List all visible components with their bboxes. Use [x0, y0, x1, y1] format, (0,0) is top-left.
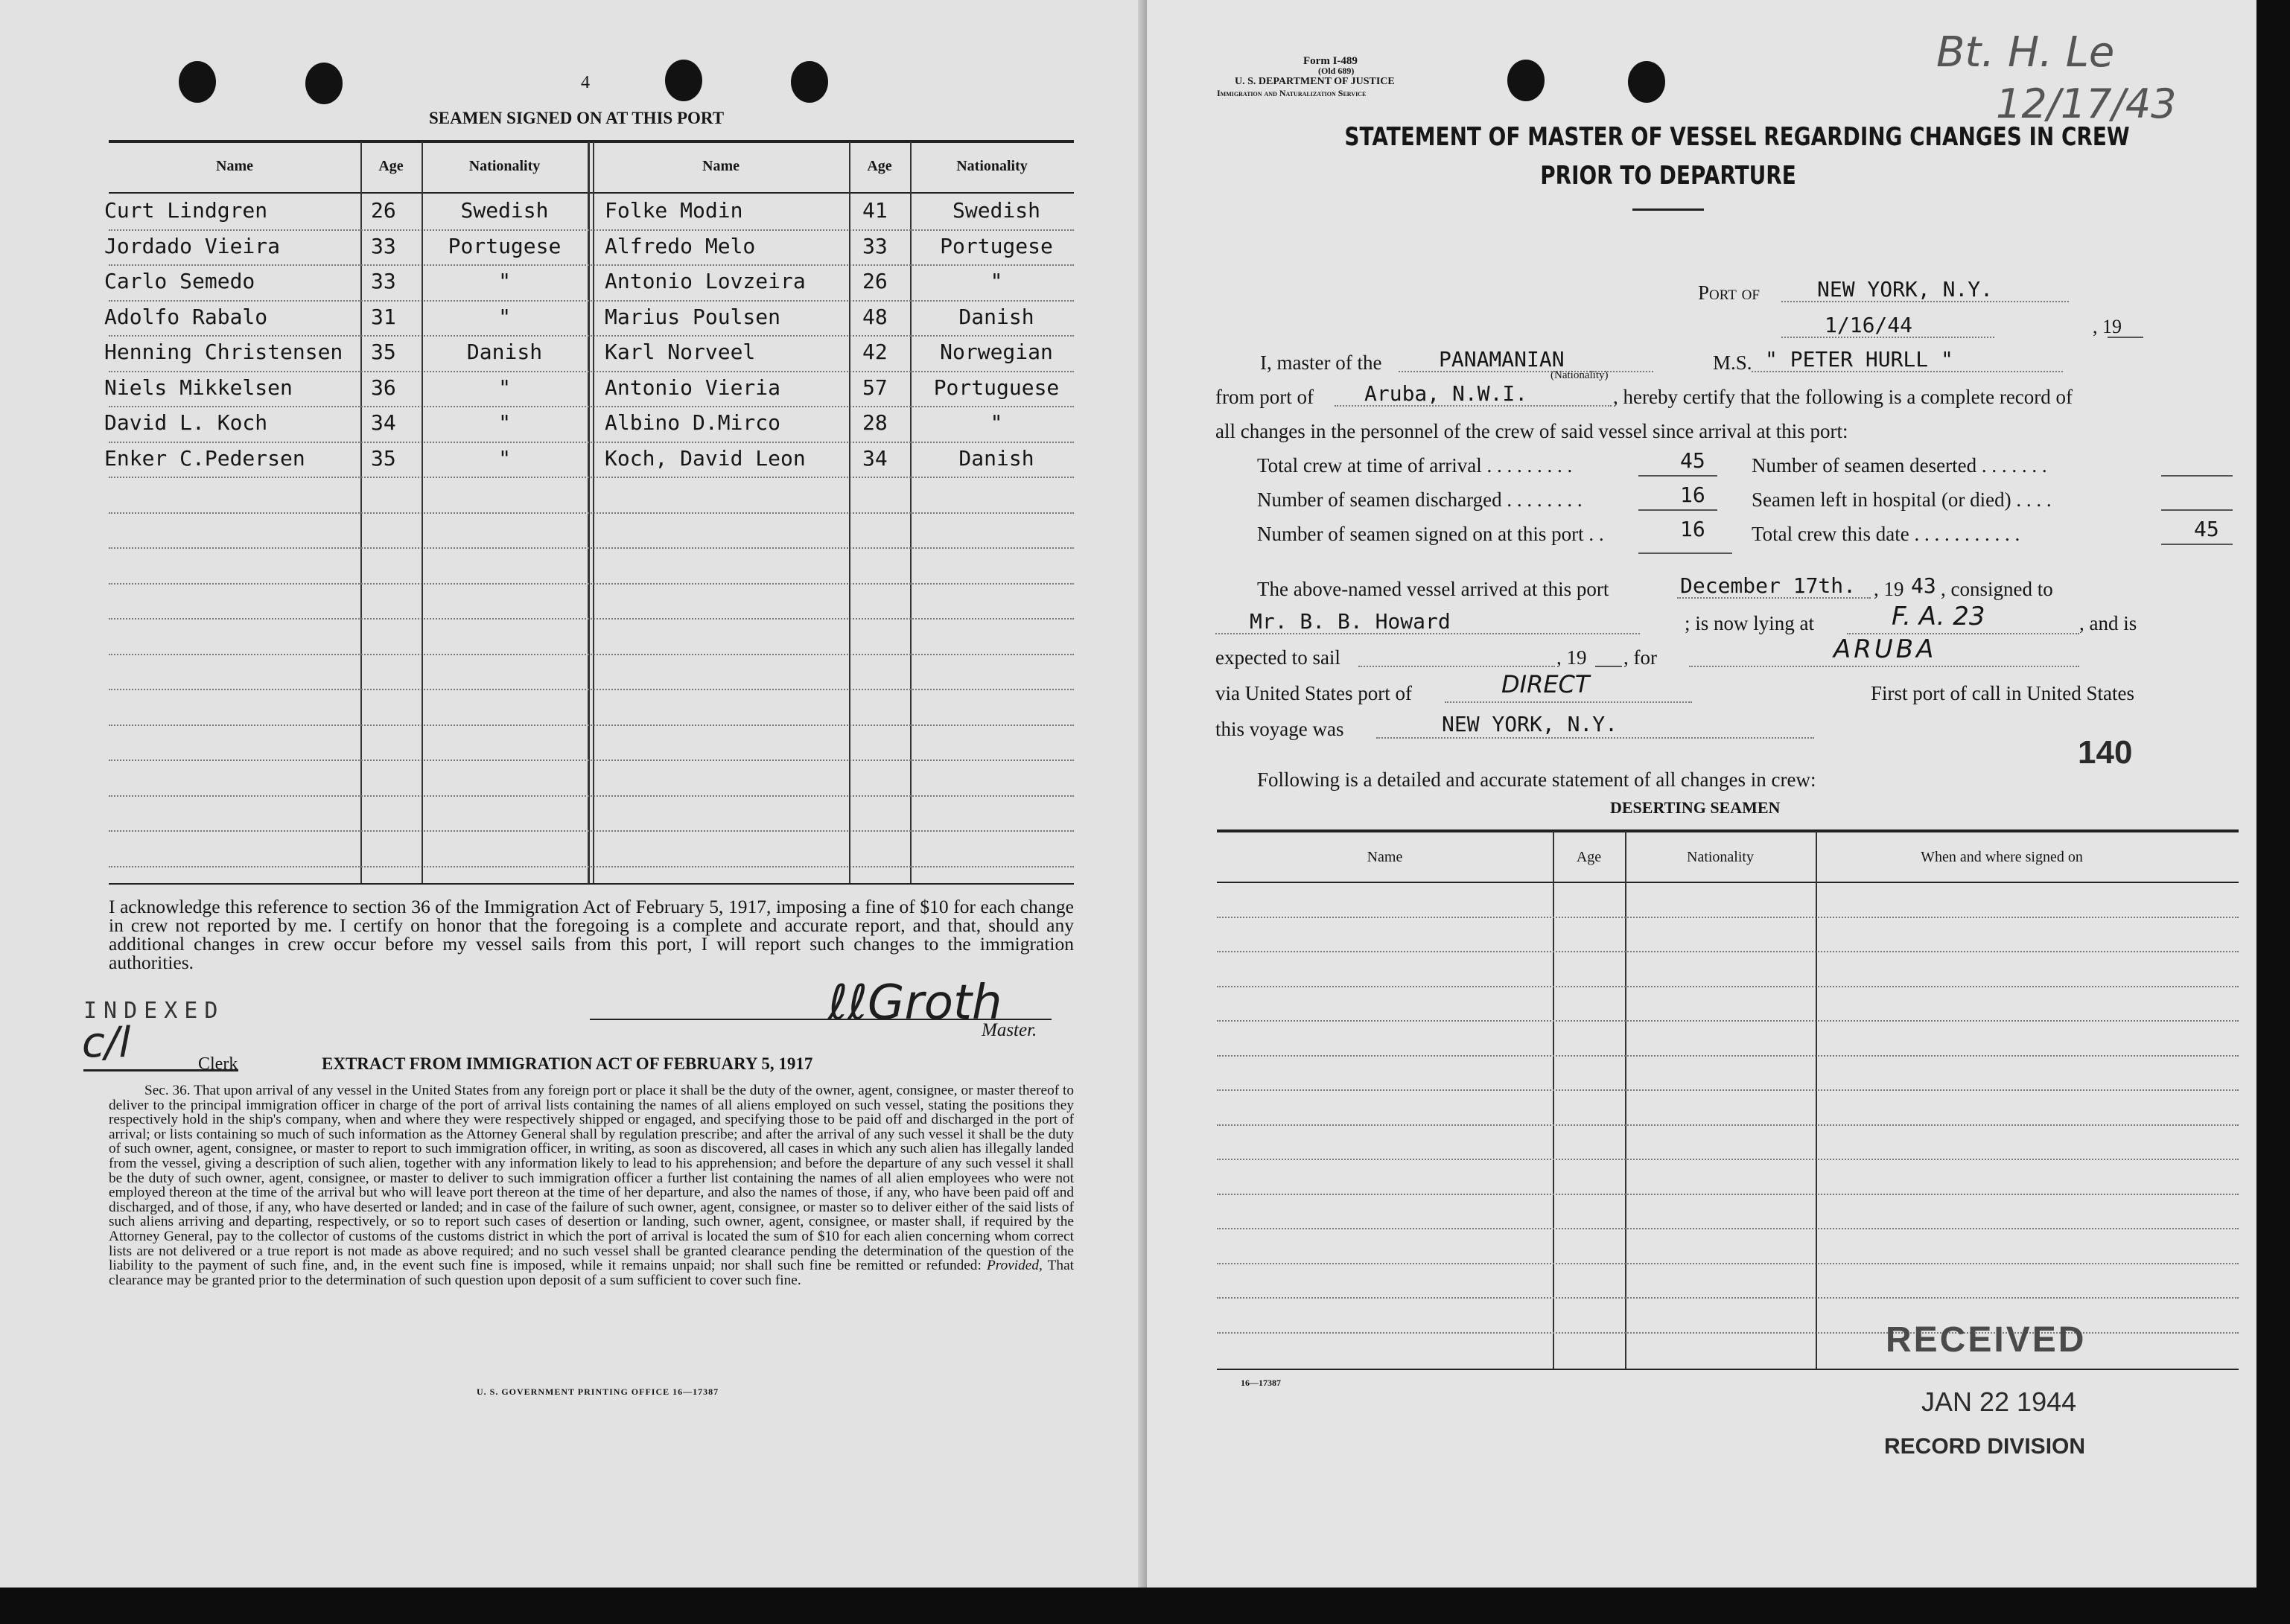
crew-nationality: ": [498, 445, 511, 471]
arrived-value: December 17th.: [1680, 573, 1857, 598]
arrived-year: 43: [1911, 573, 1936, 598]
table-rule: [109, 583, 1074, 585]
column-header-age: Age: [867, 158, 892, 174]
crew-name: Jordado Vieira: [104, 233, 281, 258]
lying-label: ; is now lying at: [1685, 612, 1814, 634]
crew-age: 31: [371, 304, 396, 329]
table-rule: [109, 477, 1074, 478]
form-title: STATEMENT OF MASTER OF VESSEL REGARDING CHANGES IN CREW: [1344, 122, 2130, 152]
crew-age: 36: [371, 375, 396, 400]
received-stamp: RECEIVED: [1886, 1320, 2087, 1360]
table-rule: [109, 300, 1074, 302]
crew-nationality: Portugese: [448, 233, 562, 258]
crew-age: 41: [862, 198, 888, 223]
crew-name: Antonio Lovzeira: [605, 269, 806, 293]
vessel-type: M.S.: [1713, 351, 1752, 374]
arrived-label: The above-named vessel arrived at this port: [1257, 578, 1609, 600]
voyage-value: NEW YORK, N.Y.: [1442, 712, 1618, 736]
table-rule: [1217, 986, 2239, 987]
crew-age: 34: [862, 445, 888, 471]
crew-nationality: Danish: [958, 304, 1034, 329]
crew-name: Albino D.Mirco: [605, 410, 781, 435]
table-rule: [109, 866, 1074, 867]
table-rule: [1217, 1297, 2239, 1299]
table-rule: [1217, 1055, 2239, 1057]
crew-nationality: ": [498, 269, 511, 293]
nationality-caption: (Nationality): [1550, 369, 1609, 381]
printer-line: U. S. GOVERNMENT PRINTING OFFICE 16—17387: [477, 1386, 719, 1397]
crew-name: Marius Poulsen: [605, 304, 781, 329]
table-rule: [109, 725, 1074, 726]
crew-name: Adolfo Rabalo: [104, 304, 268, 329]
total-crew-date-value: 45: [2194, 517, 2219, 541]
crew-name: Folke Modin: [605, 198, 743, 223]
table-rule: [1217, 1124, 2239, 1126]
crew-nationality: Portuguese: [933, 375, 1060, 400]
certify-text: , hereby certify that the following is a complete record of: [1613, 386, 2073, 408]
destination-value: ARUBA: [1833, 634, 1937, 664]
total-crew-arrival-label: Total crew at time of arrival . . . . . . . . .: [1257, 454, 1573, 477]
crew-age: 48: [862, 304, 888, 329]
crew-age: 42: [862, 340, 888, 364]
arrived-year-prefix: , 19: [1874, 578, 1904, 600]
crew-nationality: ": [498, 375, 511, 400]
punch-hole: [791, 61, 828, 103]
right-page: [1147, 0, 2256, 1588]
hospital-label: Seamen left in hospital (or died) . . . .: [1752, 488, 2052, 511]
crew-name: Carlo Semedo: [104, 269, 255, 293]
total-crew-arrival-value: 45: [1680, 448, 1705, 473]
via-label: via United States port of: [1215, 682, 1412, 704]
consigned-label: , consigned to: [1941, 578, 2053, 600]
crew-age: 57: [862, 375, 888, 400]
crew-nationality: Danish: [466, 340, 543, 364]
voyage-label: this voyage was: [1215, 718, 1344, 740]
crew-name: Enker C.Pedersen: [104, 445, 305, 471]
column-header-nationality: Nationality: [468, 158, 541, 174]
date-suffix: , 19: [2093, 316, 2122, 337]
table-rule: [1217, 917, 2239, 918]
discharged-value: 16: [1680, 483, 1705, 507]
crew-nationality: Danish: [958, 445, 1034, 471]
crew-nationality: ": [990, 269, 1003, 293]
punch-hole: [665, 60, 702, 101]
column-header-nationality: Nationality: [956, 158, 1028, 174]
lying-value: F. A. 23: [1892, 602, 1985, 631]
column-header-name: Name: [702, 158, 740, 174]
total-crew-date-label: Total crew this date . . . . . . . . . . .: [1752, 523, 2020, 545]
following-text: Following is a detailed and accurate statement of all changes in crew:: [1257, 768, 1816, 791]
column-header-age: Age: [378, 158, 404, 174]
table-rule: [109, 760, 1074, 761]
table-rule: [1217, 1194, 2239, 1195]
signed-on-value: 16: [1680, 517, 1705, 541]
form-old-number: (Old 689): [1318, 66, 1355, 76]
section-36-text: Sec. 36. That upon arrival of any vessel in the United States from any foreign port or place it shall be the duty of the owner, agent, consignee, or master thereof to deliver to the principal immigration officer in charge of the port of arrival lists containing the names of all aliens employed on such vessel, stating the positions they respectively hold in the ship's company, when and where they were respectively shipped or engaged, and specifying those to be paid off and discharged in the port of arrival; or lists containing so much of such information as the Attorney General shall by regulation prescribe; and after the arrival of any such vessel it shall be the duty of such owner, agent, consignee, or master to report to such immigration officer, in writing, as soon as discovered, all cases in which any such alien has illegally landed from the vessel, giving a description of such alien, together with any information likely to lead to his apprehension; and before the departure of any such vessel it shall be the duty of such owner, agent, consignee, or master to deliver to such immigration officer a further list containing the names of all alien employees who were not employed thereon at the time of the arrival but who will leave port thereon at the time of her departure, and also the names of those, if any, who have been paid off and discharged, and of those, if any, who have deserted or landed; and in case of the failure of such owner, agent, consignee, or master so to deliver either of the said lists of such aliens arriving and departing, respectively, or so to report such cases of desertion or landing, such owner, agent, consignee, or master shall, if required by the Attorney General, pay to the collector of customs of the customs district in which the port of arrival is located the sum of $10 for each alien concerning whom correct lists are not delivered or a true report is not made as above required; and no such vessel shall be granted clearance pending the determination of the question of the liability to the payment of such fine, and, in the event such fine is imposed, while it remains unpaid; nor shall such fine be remitted or refunded: Provided, That clearance may be granted prior to the determination of such question upon deposit of a sum sufficient to cover such fine.: [109, 1083, 1074, 1288]
table-rule: [109, 335, 1074, 337]
crew-nationality: ": [990, 410, 1003, 435]
crew-age: 33: [371, 269, 396, 293]
form-subtitle: PRIOR TO DEPARTURE: [1540, 161, 1796, 191]
crew-age: 35: [371, 445, 396, 471]
crew-age: 26: [862, 269, 888, 293]
consignee-value: Mr. B. B. Howard: [1250, 609, 1451, 634]
table-rule: [109, 547, 1074, 549]
expected-year: , 19: [1556, 646, 1587, 669]
table-rule: [109, 795, 1074, 797]
crew-nationality: Swedish: [952, 198, 1040, 223]
table-rule: [109, 264, 1074, 266]
port-value: NEW YORK, N.Y.: [1817, 277, 1994, 302]
nationality-value: PANAMANIAN: [1439, 347, 1565, 372]
first-port-label: First port of call in United States: [1871, 682, 2134, 704]
crew-age: 33: [862, 233, 888, 258]
crew-name: David L. Koch: [104, 410, 268, 435]
left-page: [0, 0, 1147, 1588]
date-value: 1/16/44: [1825, 313, 1913, 337]
column-header-name: Name: [216, 158, 253, 174]
expected-label: expected to sail: [1215, 646, 1340, 669]
crew-name: Curt Lindgren: [104, 198, 268, 223]
table-rule: [109, 512, 1074, 514]
crew-name: Niels Mikkelsen: [104, 375, 293, 400]
deserted-label: Number of seamen deserted . . . . . . .: [1752, 454, 2047, 477]
for-label: , for: [1623, 646, 1657, 669]
certify-text-continued: all changes in the personnel of the crew of said vessel since arrival at this port:: [1215, 420, 1848, 442]
crew-nationality: Swedish: [460, 198, 549, 223]
crew-nationality: Portugese: [940, 233, 1053, 258]
corner-note: Bt. H. Le: [1936, 28, 2115, 77]
crew-name: Koch, David Leon: [605, 445, 806, 471]
signed-on-title: SEAMEN SIGNED ON AT THIS PORT: [429, 109, 725, 127]
and-is-label: , and is: [2079, 612, 2137, 634]
page-number: 4: [581, 73, 590, 92]
table-rule: [1217, 1020, 2239, 1022]
stamp-number: 140: [2078, 734, 2133, 771]
crew-age: 34: [371, 410, 396, 435]
crew-nationality: Norwegian: [940, 340, 1053, 364]
table-rule: [1217, 1159, 2239, 1160]
extract-title: EXTRACT FROM IMMIGRATION ACT OF FEBRUARY 5, 1917: [322, 1054, 813, 1073]
table-rule: [1217, 1089, 2239, 1091]
crew-age: 33: [371, 233, 396, 258]
printer-code: 16—17387: [1241, 1378, 1281, 1388]
table-rule: [109, 229, 1074, 231]
punch-hole: [305, 63, 343, 104]
crew-name: Antonio Vieria: [605, 375, 781, 400]
punch-hole: [1628, 61, 1665, 103]
crew-name: Alfredo Melo: [605, 233, 756, 258]
signed-on-label: Number of seamen signed on at this port . .: [1257, 523, 1604, 545]
desert-header-nationality: Nationality: [1687, 849, 1754, 865]
indexed-stamp: INDEXED: [83, 998, 225, 1024]
table-rule: [109, 618, 1074, 620]
crew-age: 26: [371, 198, 396, 223]
table-rule: [109, 442, 1074, 443]
discharged-label: Number of seamen discharged . . . . . . . .: [1257, 488, 1583, 511]
crew-nationality: ": [498, 410, 511, 435]
table-rule: [109, 689, 1074, 690]
department-line: U. S. DEPARTMENT OF JUSTICE: [1235, 76, 1395, 87]
crew-age: 28: [862, 410, 888, 435]
corner-date-note: 12/17/43: [1996, 80, 2177, 127]
table-rule: [109, 830, 1074, 832]
clerk-label: Clerk: [198, 1054, 238, 1074]
master-label: Master.: [982, 1020, 1037, 1040]
service-line: Immigration and Naturalization Service: [1217, 88, 1367, 98]
master-of-label: I, master of the: [1260, 351, 1382, 374]
port-label: Port of: [1698, 281, 1760, 304]
desert-header-age: Age: [1576, 849, 1602, 865]
received-date-stamp: JAN 22 1944: [1921, 1386, 2077, 1417]
crew-nationality: ": [498, 304, 511, 329]
crew-name: Henning Christensen: [104, 340, 343, 364]
crew-age: 35: [371, 340, 396, 364]
punch-hole: [1507, 60, 1545, 101]
via-value: DIRECT: [1501, 670, 1590, 698]
record-division-stamp: RECORD DIVISION: [1884, 1434, 2086, 1459]
from-port-value: Aruba, N.W.I.: [1364, 381, 1528, 406]
vessel-name: " PETER HURLL ": [1765, 347, 1953, 372]
table-rule: [109, 406, 1074, 407]
table-rule: [109, 654, 1074, 655]
punch-hole: [179, 61, 216, 103]
table-rule: [1217, 1228, 2239, 1229]
crew-name: Karl Norveel: [605, 340, 756, 364]
acknowledgement-text: I acknowledge this reference to section 36 of the Immigration Act of February 5, 1917, imposing a fine of $10 for each change in crew not reported by me. I certify on honor that the foregoing is a complete and accurate report, and that, should any additional changes in crew occur before my vessel sails from this port, I will report such changes to the immigration authorities.: [109, 896, 1074, 973]
desert-header-signed-on: When and where signed on: [1921, 849, 2083, 865]
table-rule: [1217, 951, 2239, 952]
clerk-initials: c/l: [82, 1019, 131, 1067]
deserting-title: DESERTING SEAMEN: [1610, 798, 1781, 817]
master-signature: ℓℓGroth: [828, 975, 1002, 1031]
from-port-label: from port of: [1215, 386, 1314, 408]
form-number: Form I-489: [1303, 55, 1358, 67]
desert-header-name: Name: [1367, 849, 1403, 865]
table-rule: [109, 371, 1074, 372]
table-rule: [1217, 1263, 2239, 1264]
